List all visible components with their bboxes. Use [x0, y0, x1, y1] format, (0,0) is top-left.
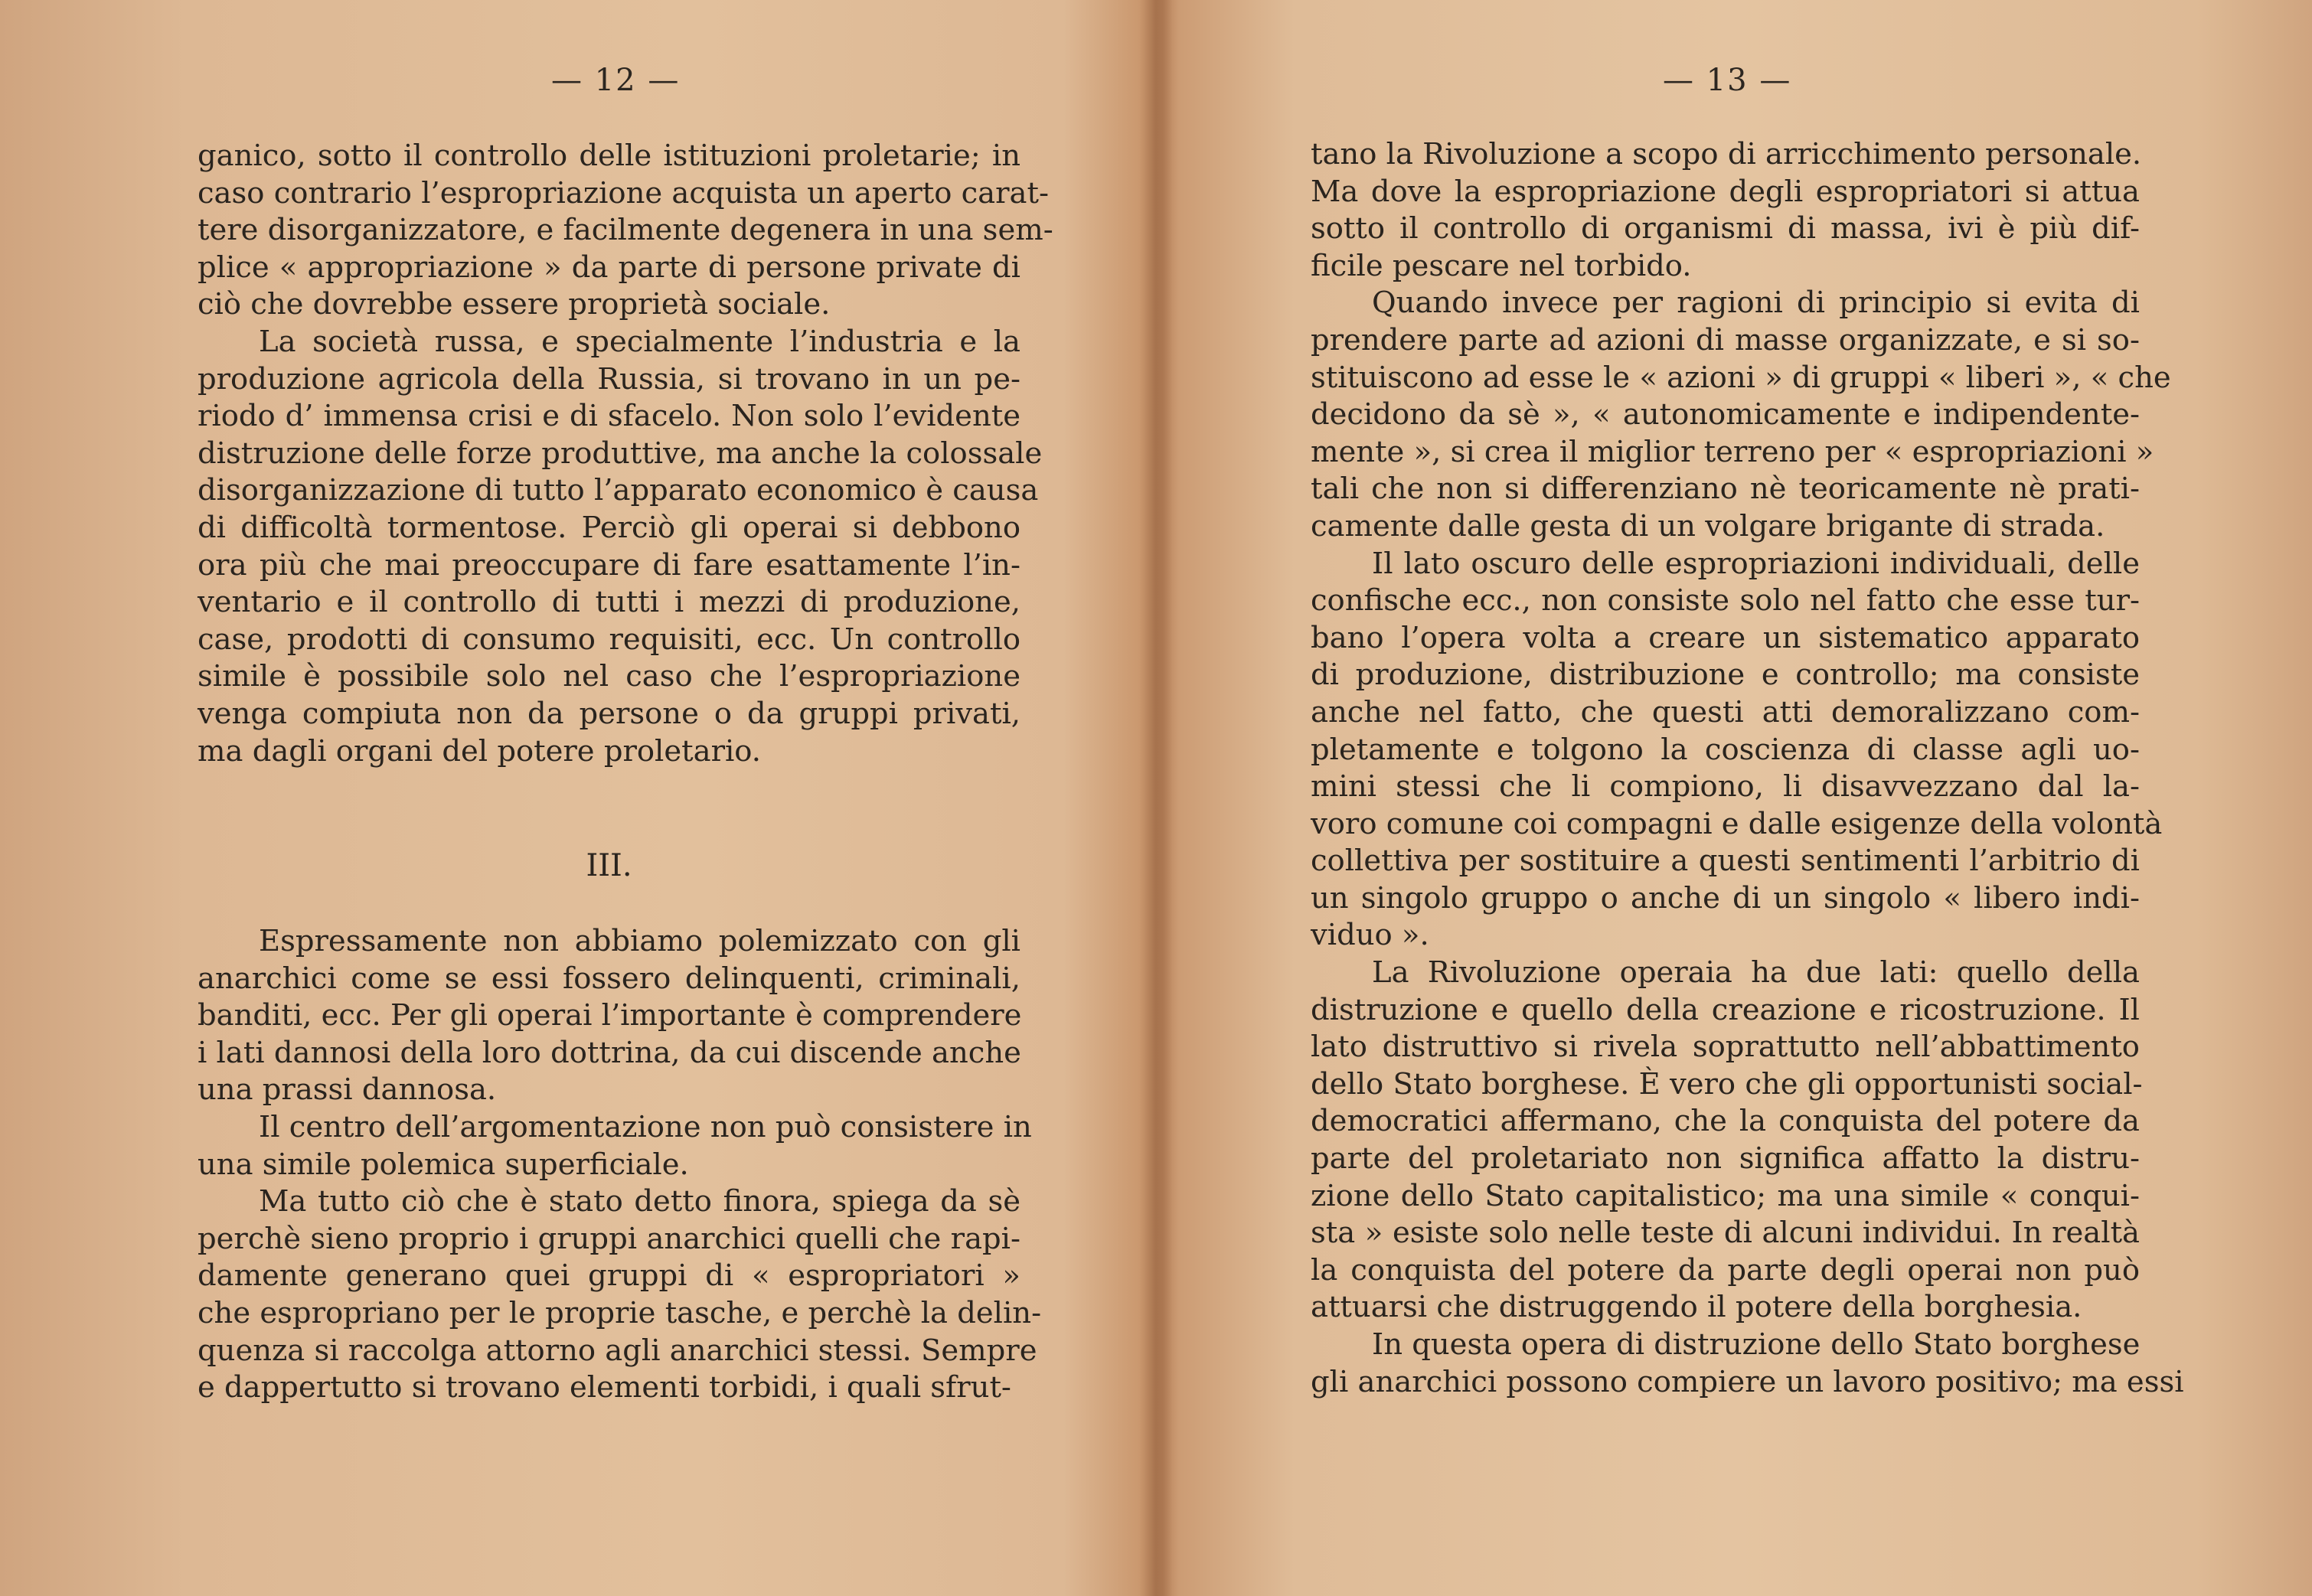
text-line: voro comune coi compagni e dalle esigenze della volontà — [1311, 806, 2163, 841]
left-text-block-2 — [198, 923, 1042, 1407]
text-line: gli anarchici possono compiere un lavoro positivo; ma essi — [1311, 1364, 2184, 1399]
text-line: lato distruttivo si rivela soprattutto nell’abbattimento — [1311, 1030, 2140, 1065]
text-line: camente dalle gesta di un volgare brigante di strada. — [1311, 508, 2105, 543]
right-text-block — [1311, 136, 2184, 1401]
text-line: sta » esiste solo nelle teste di alcuni individui. In realtà — [1311, 1216, 2140, 1251]
text-line: stituiscono ad esse le « azioni » di gruppi « liberi », « che — [1311, 360, 2171, 395]
text-line: bano l’opera volta a creare un sistematico apparato — [1311, 620, 2140, 655]
text-line: banditi, ecc. Per gli operai l’importante è comprendere — [198, 998, 1022, 1033]
text-line: dello Stato borghese. È vero che gli opportunisti social- — [1311, 1066, 2143, 1102]
text-line: ciò che dovrebbe essere proprietà sociale. — [198, 287, 831, 322]
page-number-left: — 12 — — [551, 63, 681, 98]
text-line: distruzione e quello della creazione e ricostruzione. Il — [1311, 992, 2140, 1027]
text-line: Ma tutto ciò che è stato detto finora, spiega da sè — [259, 1184, 1020, 1219]
text-line: parte del proletariato non significa affatto la distru- — [1311, 1141, 2140, 1177]
text-line: mente », si crea il miglior terreno per « espropriazioni » — [1311, 434, 2154, 469]
text-line: In questa opera di distruzione dello Stato borghese — [1372, 1327, 2141, 1362]
text-line: perchè sieno proprio i gruppi anarchici quelli che rapi- — [198, 1221, 1020, 1256]
text-line: riodo d’ immensa crisi e di sfacelo. Non solo l’evidente — [198, 399, 1020, 434]
text-line: produzione agricola della Russia, si trovano in un pe- — [198, 361, 1020, 397]
text-line: viduo ». — [1311, 918, 1429, 953]
text-line: un singolo gruppo o anche di un singolo « libero indi- — [1311, 880, 2140, 915]
text-line: ma dagli organi del potere proletario. — [198, 733, 762, 769]
page-number-right: — 13 — — [1663, 63, 1792, 98]
text-line: caso contrario l’espropriazione acquista un aperto carat- — [198, 175, 1049, 211]
text-line: confische ecc., non consiste solo nel fatto che esse tur- — [1311, 583, 2140, 618]
text-line: plice « appropriazione » da parte di persone private di — [198, 250, 1020, 285]
text-line: La società russa, e specialmente l’industria e la — [259, 324, 1020, 359]
text-line: tano la Rivoluzione a scopo di arricchimento personale. — [1311, 137, 2142, 171]
text-line: e dappertutto si trovano elementi torbidi, i quali sfrut- — [198, 1370, 1011, 1405]
section-heading: III. — [586, 848, 632, 883]
text-line: collettiva per sostituire a questi sentimenti l’arbitrio di — [1311, 844, 2140, 879]
text-line: ora più che mai preoccupare di fare esattamente l’in- — [198, 547, 1020, 583]
text-line: distruzione delle forze produttive, ma anche la colossale — [198, 436, 1043, 471]
text-line: Quando invece per ragioni di principio si evita di — [1372, 286, 2140, 321]
text-line: Ma dove la espropriazione degli espropriatori si attua — [1311, 174, 2140, 209]
text-line: disorganizzazione di tutto l’apparato economico è causa — [198, 473, 1039, 508]
text-line: pletamente e tolgono la coscienza di classe agli uo- — [1311, 732, 2140, 767]
text-line: ganico, sotto il controllo delle istituzioni proletarie; in — [198, 139, 1020, 173]
text-line: anche nel fatto, che questi atti demoralizzano com- — [1311, 694, 2140, 729]
text-line: ficile pescare nel torbido. — [1311, 248, 1692, 283]
text-line: che espropriano per le proprie tasche, e perchè la delin- — [198, 1295, 1042, 1330]
text-line: quenza si raccolga attorno agli anarchici stessi. Sempre — [198, 1333, 1037, 1368]
text-line: decidono da sè », « autonomicamente e indipendente- — [1311, 397, 2140, 432]
text-line: di produzione, distribuzione e controllo; ma consiste — [1311, 658, 2140, 693]
text-line: case, prodotti di consumo requisiti, ecc. Un controllo — [198, 622, 1020, 657]
left-text-block-1 — [198, 138, 1053, 770]
text-line: sotto il controllo di organismi di massa, ivi è più dif- — [1311, 211, 2140, 246]
text-line: democratici affermano, che la conquista del potere da — [1311, 1104, 2140, 1139]
text-line: di difficoltà tormentose. Perciò gli operai si debbono — [198, 510, 1020, 545]
text-line: La Rivoluzione operaia ha due lati: quello della — [1372, 955, 2140, 991]
text-line: Il centro dell’argomentazione non può consistere in — [259, 1109, 1032, 1144]
text-line: ventario e il controllo di tutti i mezzi di produzione, — [198, 585, 1020, 620]
text-line: tere disorganizzatore, e facilmente degenera in una sem- — [198, 213, 1053, 248]
text-line: Espressamente non abbiamo polemizzato con gli — [259, 924, 1020, 958]
text-line: la conquista del potere da parte degli operai non può — [1311, 1252, 2140, 1288]
text-line: una prassi dannosa. — [198, 1072, 497, 1108]
right-page — [1164, 0, 2312, 1596]
left-page — [0, 0, 1148, 1596]
text-line: attuarsi che distruggendo il potere della borghesia. — [1311, 1290, 2082, 1325]
text-line: zione dello Stato capitalistico; ma una simile « conqui- — [1311, 1178, 2140, 1213]
text-line: anarchici come se essi fossero delinquenti, criminali, — [198, 961, 1020, 996]
text-line: una simile polemica superficiale. — [198, 1147, 689, 1182]
text-line: damente generano quei gruppi di « espropriatori » — [198, 1258, 1020, 1294]
text-line: venga compiuta non da persone o da gruppi privati, — [198, 696, 1020, 731]
text-line: simile è possibile solo nel caso che l’espropriazione — [198, 659, 1020, 694]
text-line: i lati dannosi della loro dottrina, da cui discende anche — [198, 1035, 1021, 1070]
text-line: prendere parte ad azioni di masse organizzate, e si so- — [1311, 322, 2140, 357]
text-line: mini stessi che li compiono, li disavvezzano dal la- — [1311, 769, 2140, 805]
text-line: tali che non si differenziano nè teoricamente nè prati- — [1311, 472, 2140, 507]
text-line: Il lato oscuro delle espropriazioni individuali, delle — [1372, 546, 2140, 581]
